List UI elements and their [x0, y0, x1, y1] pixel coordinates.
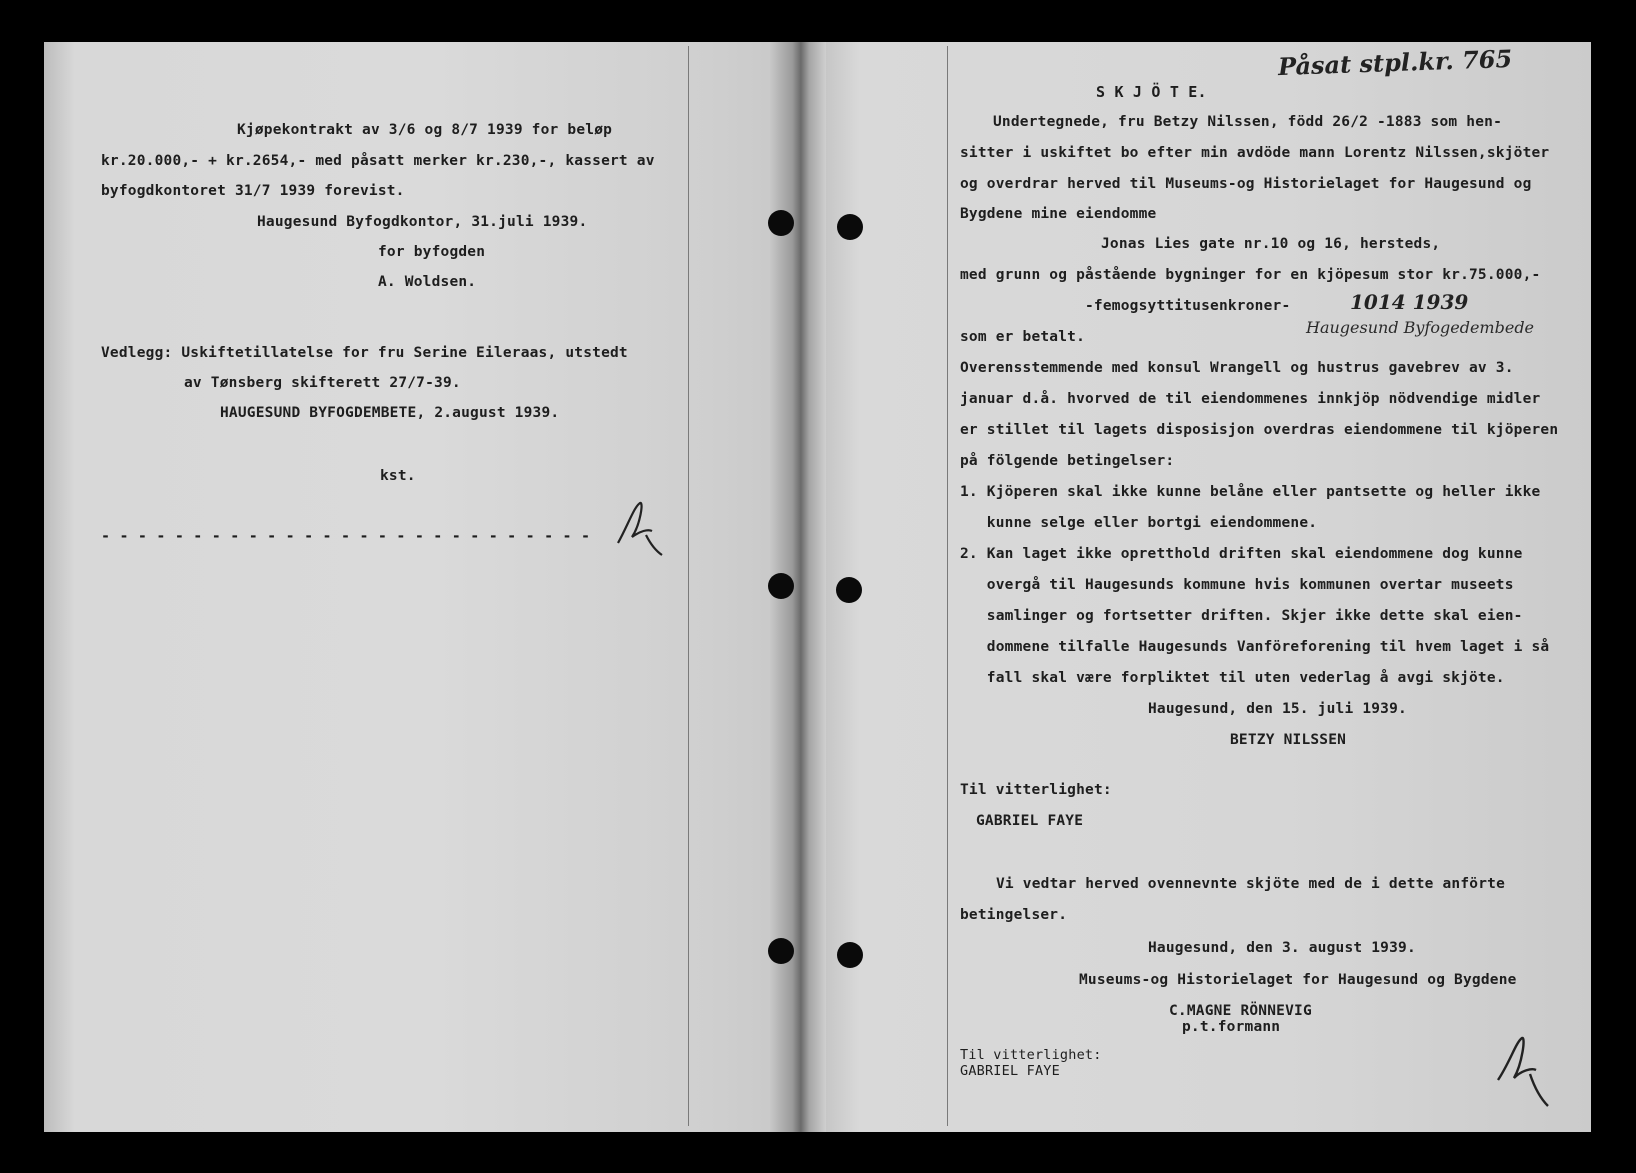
- left-page: [44, 42, 817, 1132]
- stamp-text: Haugesund Byfogedembede: [1306, 318, 1535, 337]
- deed-line: sitter i uskiftet bo efter min avdöde mann Lorentz Nilssen,skjöter: [960, 145, 1550, 161]
- deed-line: og overdrar herved til Museums-og Historielaget for Haugesund og: [960, 176, 1532, 192]
- punch-hole: [836, 577, 862, 603]
- left-line: kr.20.000,- + kr.2654,- med påsatt merker kr.230,-, kassert av: [101, 153, 655, 169]
- punch-hole: [768, 938, 794, 964]
- buyer-name: Museums-og Historielaget for Haugesund og Bygdene: [1079, 972, 1517, 988]
- deed-line: Vi vedtar herved ovennevnte skjöte med de i dette anförte: [996, 876, 1505, 892]
- deed-line: er stillet til lagets disposisjon overdras eiendommene til kjöperen: [960, 422, 1559, 438]
- witness-name: GABRIEL FAYE: [976, 813, 1084, 829]
- deed-line: 1. Kjöperen skal ikke kunne belåne eller pantsette og heller ikke: [960, 484, 1541, 500]
- deed-line: Til vitterlighet:: [960, 1047, 1102, 1063]
- punch-hole: [768, 210, 794, 236]
- left-line: for byfogden: [378, 244, 486, 260]
- stamp-duty-annotation: Påsat stpl.kr. 765: [1277, 43, 1513, 82]
- deed-line: Overensstemmende med konsul Wrangell og hustrus gavebrev av 3.: [960, 360, 1514, 376]
- deed-line: januar d.å. hvorved de til eiendommenes innkjöp nödvendige midler: [960, 391, 1541, 407]
- deed-line: Undertegnede, fru Betzy Nilssen, född 26/2 -1883 som hen-: [993, 114, 1502, 130]
- punch-hole: [768, 573, 794, 599]
- acceptance-date-line: Haugesund, den 3. august 1939.: [1148, 940, 1416, 956]
- right-signature: [1488, 1030, 1558, 1110]
- deed-line: betingelser.: [960, 907, 1068, 923]
- deed-date-line: Haugesund, den 15. juli 1939.: [1148, 701, 1407, 717]
- right-margin-rule: [947, 46, 948, 1126]
- deed-line: som er betalt.: [960, 329, 1086, 345]
- deed-line: 2. Kan laget ikke opretthold driften skal eiendommene dog kunne: [960, 546, 1523, 562]
- deed-line: Bygdene mine eiendomme: [960, 206, 1157, 222]
- deed-line: Til vitterlighet:: [960, 782, 1112, 798]
- left-signature: [610, 495, 670, 560]
- left-line: Haugesund Byfogdkontor, 31.juli 1939.: [257, 214, 588, 230]
- punch-hole: [837, 942, 863, 968]
- deed-line: Jonas Lies gate nr.10 og 16, hersteds,: [1101, 236, 1441, 252]
- deed-line: overgå til Haugesunds kommune hvis kommunen overtar museets: [960, 577, 1514, 593]
- left-line: byfogdkontoret 31/7 1939 forevist.: [101, 183, 405, 199]
- chairman-name: C.MAGNE RÖNNEVIG: [1169, 1003, 1312, 1019]
- left-line: A. Woldsen.: [378, 274, 477, 290]
- left-dash-line: - - - - - - - - - - - - - - - - - - - - - - - - - - -: [101, 527, 591, 545]
- left-line: kst.: [380, 468, 416, 484]
- deed-line: dommene tilfalle Haugesunds Vanföreforening til hvem laget i så: [960, 639, 1550, 655]
- left-line: Vedlegg: Uskiftetillatelse for fru Serine Eileraas, utstedt: [101, 345, 628, 361]
- left-line: av Tønsberg skifterett 27/7-39.: [184, 375, 461, 391]
- deed-line: med grunn og påstående bygninger for en kjöpesum stor kr.75.000,-: [960, 267, 1541, 283]
- deed-title: S K J Ö T E.: [1096, 83, 1207, 101]
- left-line: Kjøpekontrakt av 3/6 og 8/7 1939 for beløp: [237, 122, 613, 138]
- left-margin-rule: [688, 46, 689, 1126]
- deed-line: fall skal være forpliktet til uten vederlag å avgi skjöte.: [960, 670, 1505, 686]
- deed-line: på fölgende betingelser:: [960, 453, 1175, 469]
- left-line: HAUGESUND BYFOGDEMBETE, 2.august 1939.: [220, 405, 560, 421]
- witness-name: GABRIEL FAYE: [960, 1063, 1060, 1079]
- chairman-title: p.t.formann: [1182, 1019, 1281, 1035]
- deed-line: samlinger og fortsetter driften. Skjer ikke dette skal eien-: [960, 608, 1523, 624]
- deed-line: -femogsyttitusenkroner-: [1085, 298, 1291, 314]
- punch-hole: [837, 214, 863, 240]
- deed-line: kunne selge eller bortgi eiendommene.: [960, 515, 1318, 531]
- stamp-number: 1014 1939: [1350, 290, 1469, 314]
- seller-signature: BETZY NILSSEN: [1230, 732, 1347, 748]
